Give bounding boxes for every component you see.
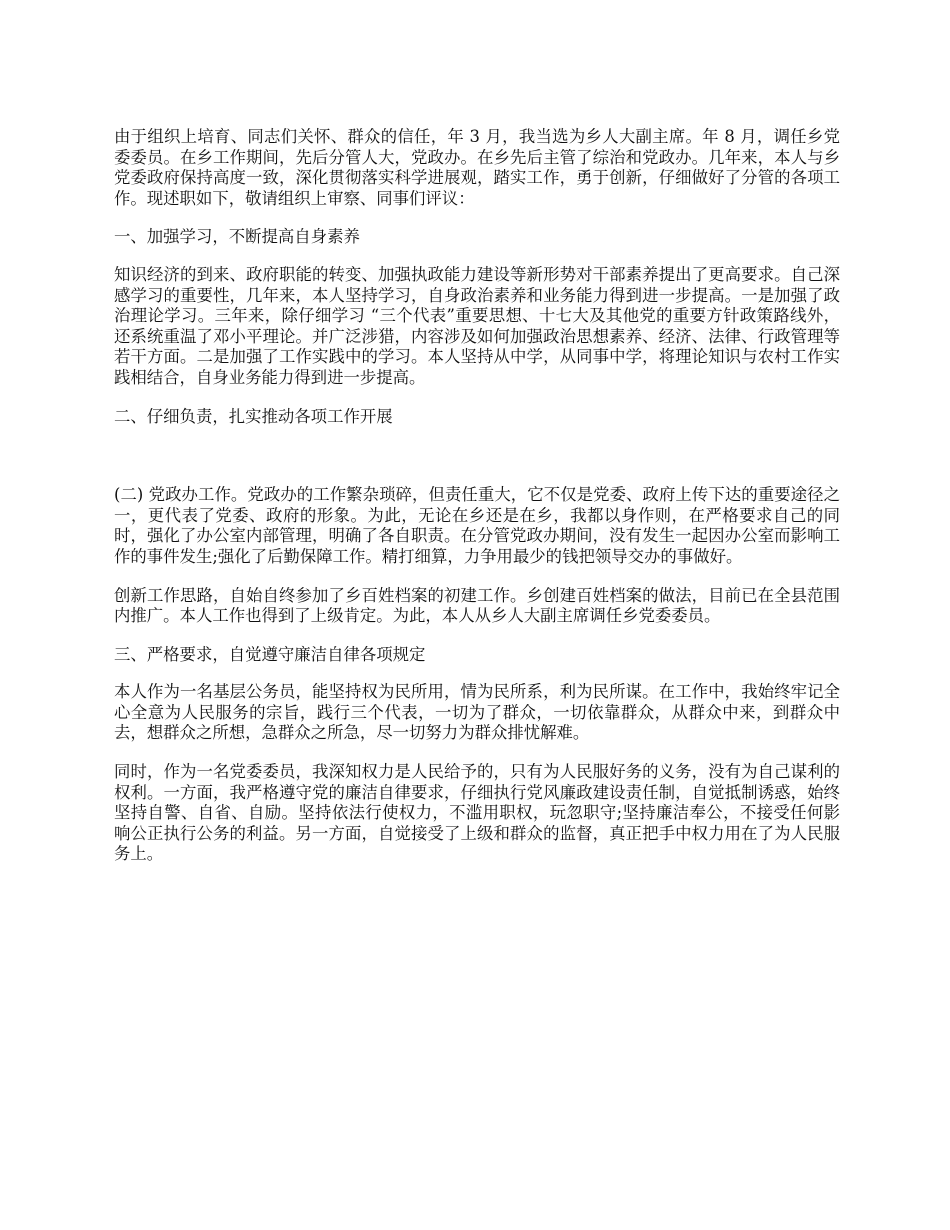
- intro-paragraph: 由于组织上培育、同志们关怀、群众的信任，年 3 月，我当选为乡人大副主席。年 8 月，调任乡党委委员。在乡工作期间，先后分管人大，党政办。在乡先后主管了综治和党政办。几年来，本人与乡党委政府保持高度一致，深化贯彻落实科学进展观，踏实工作，勇于创新，仔细做好了分管的各项工作。现述职如下，敬请组织上审察、同事们评议：: [114, 127, 840, 208]
- section-heading-2: 二、仔细负责，扎实推动各项工作开展: [114, 406, 393, 426]
- service-paragraph: 本人作为一名基层公务员，能坚持权为民所用，情为民所系，利为民所谋。在工作中，我始终牢记全心全意为人民服务的宗旨，践行三个代表，一切为了群众，一切依靠群众，从群众中来，到群众中去，想群众之所想，急群众之所急，尽一切努力为群众排忧解难。: [114, 682, 840, 743]
- section-heading-3: 三、严格要求，自觉遵守廉洁自律各项规定: [114, 644, 426, 664]
- section-heading-1: 一、加强学习，不断提高自身素养: [114, 227, 360, 247]
- office-work-paragraph: (二) 党政办工作。党政办的工作繁杂琐碎，但责任重大，它不仅是党委、政府上传下达的重要途径之一，更代表了党委、政府的形象。为此，无论在乡还是在乡，我都以身作则，在严格要求自己的同时，强化了办公室内部管理，明确了各自职责。在分管党政办期间，没有发生一起因办公室而影响工作的事件发生;强化了后勤保障工作。精打细算，力争用最少的钱把领导交办的事做好。: [114, 485, 840, 566]
- study-paragraph: 知识经济的到来、政府职能的转变、加强执政能力建设等新形势对干部素养提出了更高要求。自己深感学习的重要性，几年来，本人坚持学习，自身政治素养和业务能力得到进一步提高。一是加强了政治理论学习。三年来，除仔细学习 “三个代表”重要思想、十七大及其他党的重要方针政策路线外，还系统重温了邓小平理论。并广泛涉猎，内容涉及如何加强政治思想素养、经济、法律、行政管理等若干方面。二是加强了工作实践中的学习。本人坚持从中学，从同事中学，将理论知识与农村工作实践相结合，自身业务能力得到进一步提高。: [114, 264, 840, 387]
- document-body: [114, 127, 840, 883]
- blank-gap: [114, 444, 840, 485]
- integrity-paragraph: 同时，作为一名党委委员，我深知权力是人民给予的，只有为人民服好务的义务，没有为自己谋利的权利。一方面，我严格遵守党的廉洁自律要求，仔细执行党风廉政建设责任制，自觉抵制诱惑，始终坚持自警、自省、自励。坚持依法行使权力，不滥用职权，玩忽职守;坚持廉洁奉公，不接受任何影响公正执行公务的利益。另一方面，自觉接受了上级和群众的监督，真正把手中权力用在了为人民服务上。: [114, 762, 840, 864]
- innovation-paragraph: 创新工作思路，自始自终参加了乡百姓档案的初建工作。乡创建百姓档案的做法，目前已在全县范围内推广。本人工作也得到了上级肯定。为此，本人从乡人大副主席调任乡党委委员。: [114, 585, 840, 626]
